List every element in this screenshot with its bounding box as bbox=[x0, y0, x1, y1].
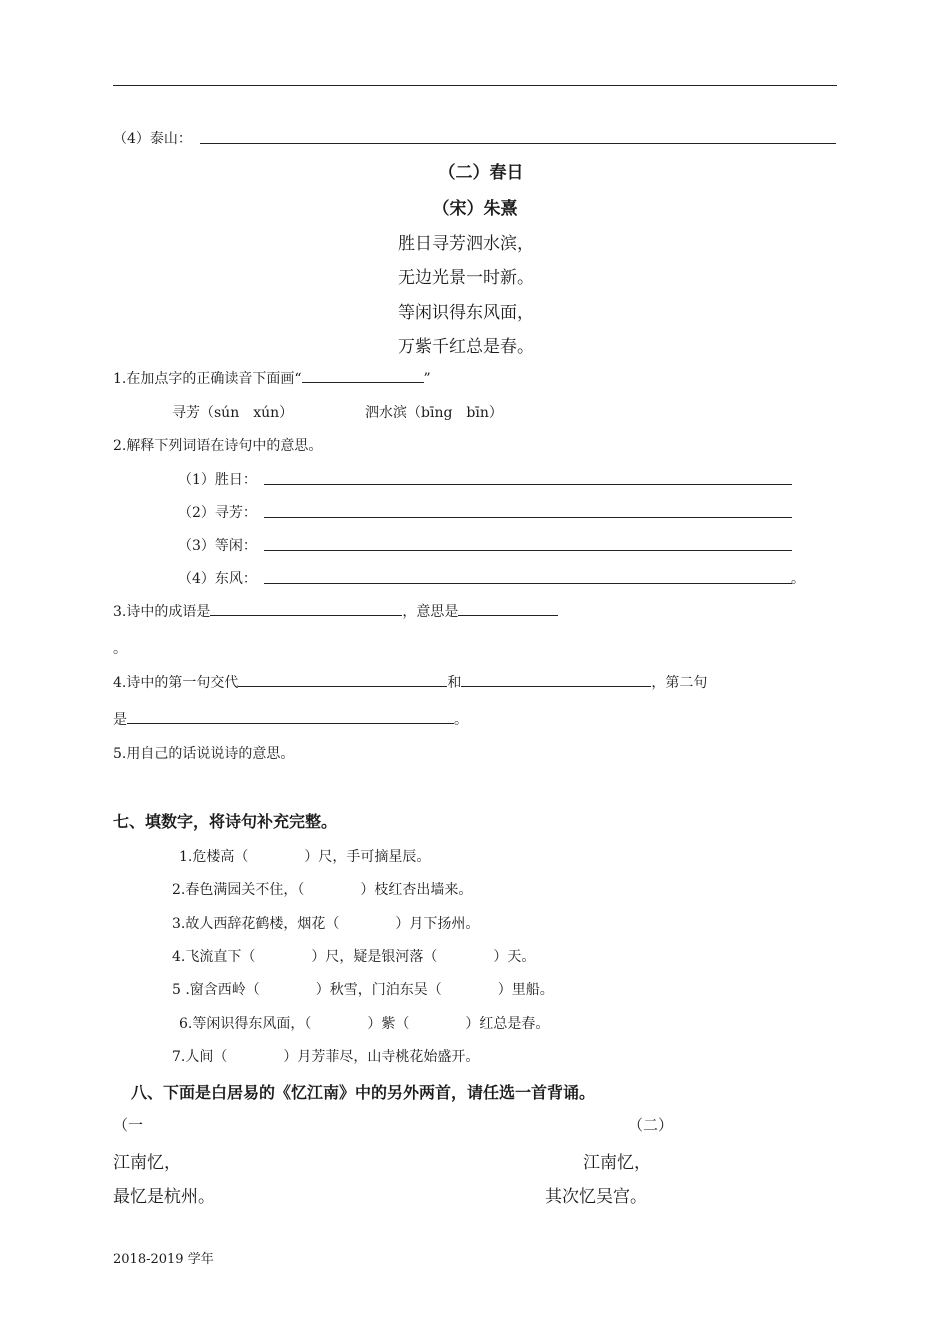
taishan-answer-line[interactable] bbox=[200, 143, 836, 144]
q1-answer-line[interactable] bbox=[302, 368, 424, 383]
poem-two-line: 其次忆吴宫。 bbox=[545, 1187, 647, 1207]
taishan-item bbox=[113, 128, 192, 148]
section-7-item: 1.危楼高（ ）尺，手可摘星辰。 bbox=[179, 849, 431, 865]
poem-line: 胜日寻芳泗水滨， bbox=[398, 234, 534, 254]
q2-item: （3）等闲： bbox=[178, 538, 257, 554]
poem-two-line: 江南忆， bbox=[583, 1153, 651, 1173]
poem-one-number: （一 bbox=[113, 1116, 144, 1134]
section-8-heading: 八、下面是白居易的《忆江南》中的另外两首，请任选一首背诵。 bbox=[131, 1083, 596, 1102]
q3-answer-line[interactable] bbox=[210, 601, 402, 616]
q3-answer-line[interactable] bbox=[458, 601, 558, 616]
footer-year: 2018-2019 学年 bbox=[113, 1252, 214, 1267]
header-rule bbox=[113, 85, 837, 86]
poem-author: （宋）朱熹 bbox=[432, 199, 518, 219]
q4-answer-line[interactable] bbox=[461, 672, 651, 687]
q1-option: 泗水滨（bīng bīn） bbox=[365, 405, 503, 421]
section-7-item: 2.春色满园关不住，（ ）枝红杏出墙来。 bbox=[172, 882, 473, 898]
question-1: 1.在加点字的正确读音下面画“ ” bbox=[113, 368, 431, 388]
q2-item: （1）胜日： bbox=[178, 472, 257, 488]
poem-line: 万紫千红总是春。 bbox=[398, 337, 534, 357]
question-4: 4.诗中的第一句交代 和 ，第二句 bbox=[113, 672, 707, 692]
section-7-item: 6.等闲识得东风面，（ ）紫（ ）红总是春。 bbox=[179, 1016, 550, 1032]
q2-answer-line[interactable] bbox=[264, 550, 792, 551]
q2-answer-line[interactable] bbox=[264, 484, 792, 485]
section-7-item: 7.人间（ ）月芳菲尽，山寺桃花始盛开。 bbox=[172, 1049, 480, 1065]
poem-line: 等闲识得东风面， bbox=[398, 303, 534, 323]
q2-answer-line[interactable] bbox=[264, 583, 792, 584]
question-3: 3.诗中的成语是 ，意思是 bbox=[113, 601, 558, 621]
q2-item: （4）东风： bbox=[178, 571, 257, 587]
q2-end: 。 bbox=[791, 571, 805, 587]
q2-answer-line[interactable] bbox=[264, 517, 792, 518]
section-7-item: 3.故人西辞花鹤楼，烟花（ ）月下扬州。 bbox=[172, 916, 480, 932]
q3-end: 。 bbox=[113, 641, 127, 657]
section-7-item: 5 .窗含西岭（ ）秋雪，门泊东吴（ ）里船。 bbox=[172, 982, 554, 998]
q4-answer-line[interactable] bbox=[127, 709, 454, 724]
taishan-label: （4）泰山： bbox=[113, 131, 192, 147]
section-7-heading: 七、填数字，将诗句补充完整。 bbox=[113, 812, 338, 831]
question-5: 5.用自己的话说说诗的意思。 bbox=[113, 746, 295, 762]
q2-item: （2）寻芳： bbox=[178, 505, 257, 521]
poem-two-number: （二） bbox=[628, 1116, 674, 1134]
poem-line: 无边光景一时新。 bbox=[398, 268, 534, 288]
poem-one-line: 江南忆， bbox=[113, 1153, 181, 1173]
q1-option: 寻芳（sún xún） bbox=[172, 405, 294, 421]
question-2: 2.解释下列词语在诗句中的意思。 bbox=[113, 438, 323, 454]
poem-title: （二）春日 bbox=[438, 163, 524, 183]
poem-one-line: 最忆是杭州。 bbox=[113, 1187, 215, 1207]
section-7-item: 4.飞流直下（ ）尺，疑是银河落（ ）天。 bbox=[172, 949, 536, 965]
question-4-cont: 是 。 bbox=[113, 709, 468, 729]
q4-answer-line[interactable] bbox=[238, 672, 447, 687]
